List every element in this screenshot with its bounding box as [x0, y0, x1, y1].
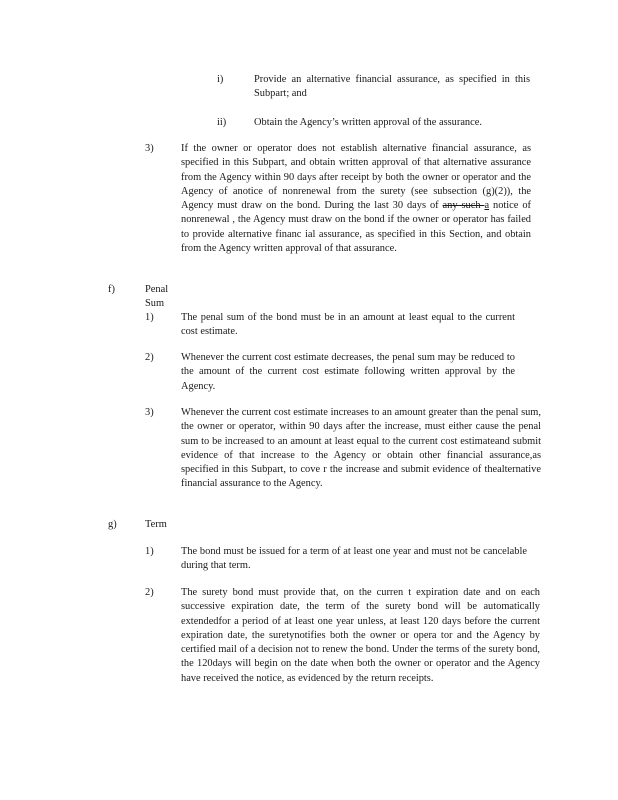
subsection-e3-text-b: notice of nonrenewal , the Agency must draw on the bond if the owner or operator has failed to provide alternative financ ial assurance, as specified in this Section, and obtain from the Agency written approval of that assurance. [181, 200, 531, 255]
item-i-text: Provide an alternative financial assurance, as specified in this Subpart; and [254, 74, 530, 100]
item-ii-label: ii) [217, 117, 227, 128]
subsection-f2-label: 2) [145, 352, 154, 363]
section-f-title: Penal Sum [145, 284, 169, 310]
subsection-f1-label: 1) [145, 312, 154, 323]
subsection-f3-label: 3) [145, 407, 154, 418]
subsection-f1-text: The penal sum of the bond must be in an amount at least equal to the current cost estimate. [181, 312, 515, 338]
section-g-title: Term [145, 519, 167, 530]
subsection-g1-label: 1) [145, 546, 154, 557]
subsection-g1-text: The bond must be issued for a term of at least one year and must not be cancelable during that term. [181, 546, 527, 572]
section-g-label: g) [108, 519, 117, 530]
subsection-f2-text: Whenever the current cost estimate decreases, the penal sum may be reduced to the amount of the current cost estimate following written approval by the Agency. [181, 352, 515, 392]
subsection-e3-label: 3) [145, 143, 154, 154]
subsection-f3-text: Whenever the current cost estimate increases to an amount greater than the penal sum, the owner or operator, within 90 days after the increase, must either cause the penal sum to be increased to an amount at least equal to the current cost estimateand submit evidence of that increase to the Agency or obtain other financial assurance,as specified in this Subpart, to cove r the increase and submit evidence of thealternative financial assurance to the Agency. [181, 407, 541, 490]
subsection-e3-text [181, 142, 531, 256]
section-f-label: f) [108, 284, 115, 295]
subsection-g2-text: The surety bond must provide that, on the curren t expiration date and on each successive expiration date, the term of the surety bond will be automatically extendedfor a period of at least one year unless, at least 120 days before the current expiration date, the suretynotifies both the owner or opera tor and the Agency by certified mail of a decision not to renew the bond. Under the terms of the surety bond, the 120days will begin on the date when both the owner or operator and the Agency have received the notice, as evidenced by the return receipts. [181, 587, 540, 684]
item-i-label: i) [217, 74, 224, 85]
inserted-text: a [484, 200, 490, 212]
item-ii-text: Obtain the Agency’s written approval of the assurance. [254, 117, 482, 128]
subsection-g2-label: 2) [145, 587, 154, 598]
subsection-e3-text-a: If the owner or operator does not establish alternative financial assurance, as specified in this Subpart, and obtain written approval of that alternative assurance from the Agency within 90 days after receipt by both the owner or operator and the Agency of anotice of nonrenewal from the surety (see subsection (g)(2)), the Agency must draw on the bond. During the last 30 days of [181, 143, 531, 212]
deleted-text: any such [442, 200, 485, 212]
